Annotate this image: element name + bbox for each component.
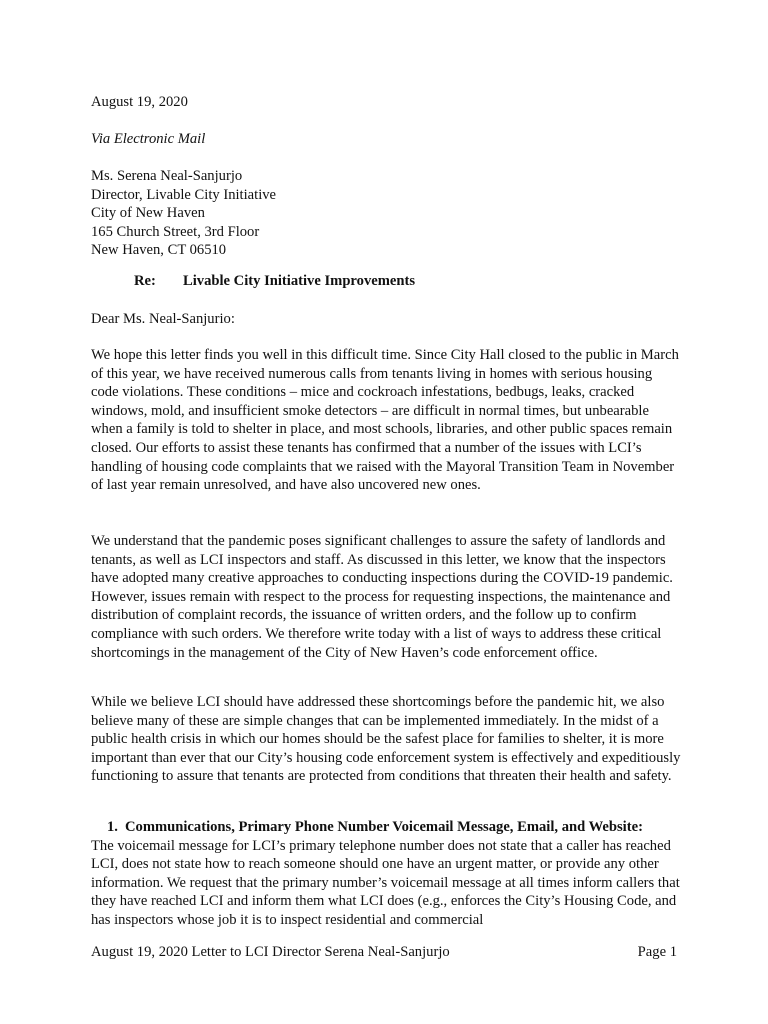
section-1-body: The voicemail message for LCI’s primary telephone number does not state that a caller has reached LCI, does not state how to reach someone should one have an urgent matter, or provide any other information. We request that the primary number’s voicemail message at all times inform callers that they have reached LCI and inform them what LCI does (e.g., enforces the City’s Housing Code, and has inspectors whose job it is to inspect residential and commercial xyxy=(91,837,680,928)
recipient-street: 165 Church Street, 3rd Floor xyxy=(91,223,260,240)
paragraph-text: While we believe LCI should have addressed these shortcomings before the pandemic hit, we also believe many of these are simple changes that can be implemented immediately. In the midst of a public health crisis in which our homes should be the safest place for families to shelter, it is more important than ever that our City’s housing code enforcement system is effectively and expeditiously functioning to assure that tenants are protected from conditions that threaten their health and safety. xyxy=(91,694,681,785)
footer-left: August 19, 2020 Letter to LCI Director Serena Neal-Sanjurjo xyxy=(91,944,450,960)
salutation xyxy=(91,310,681,329)
re-label: Re: xyxy=(134,273,156,289)
section-1-number: 1. xyxy=(107,819,118,835)
section-1-heading xyxy=(91,818,681,837)
delivery-method xyxy=(91,130,681,149)
letter-date xyxy=(91,93,681,112)
recipient-city: New Haven, CT 06510 xyxy=(91,242,227,259)
re-line xyxy=(134,272,415,291)
recipient-address xyxy=(91,167,681,260)
paragraph-text: We hope this letter finds you well in this difficult time. Since City Hall closed to the public in March of this year, we have received numerous calls from tenants living in homes with serious housing code violations. These conditions – mice and cockroach infestations, bedbugs, leaks, cracked windows, mold, and insufficient smoke detectors – are difficult in normal times, but unbearable when a family is told to shelter in place, and most schools, libraries, and other public spaces remain closed. Our efforts to assist these tenants has confirmed that a number of the issues with LCI’s handling of housing code complaints that we raised with the Mayoral Transition Team in November of last year remain unresolved, and have also uncovered new ones. xyxy=(91,347,679,494)
paragraph-text: We understand that the pandemic poses significant challenges to assure the safety of landlords and tenants, as well as LCI inspectors and staff. As discussed in this letter, we know that the inspectors have adopted many creative approaches to conducting inspections during the COVID-19 pandemic. However, issues remain with respect to the process for requesting inspections, the maintenance and distribution of complaint records, the issuance of written orders, and the follow up to confirm compliance with such orders. We therefore write today with a list of ways to address these critical shortcomings in the management of the City of New Haven’s code enforcement office. xyxy=(91,533,673,661)
recipient-title: Director, Livable City Initiative xyxy=(91,186,277,203)
date-text: August 19, 2020 xyxy=(91,94,188,110)
recipient-name: Ms. Serena Neal-Sanjurjo xyxy=(91,168,243,184)
salutation-text: Dear Ms. Neal-Sanjurio: xyxy=(91,311,235,327)
paragraph-3 xyxy=(91,693,681,786)
section-1 xyxy=(91,818,681,930)
paragraph-1 xyxy=(91,346,681,495)
delivery-text: Via Electronic Mail xyxy=(91,131,206,147)
recipient-org: City of New Haven xyxy=(91,205,205,222)
re-subject: Livable City Initiative Improvements xyxy=(183,273,416,289)
paragraph-2 xyxy=(91,532,681,662)
footer-page-number: Page 1 xyxy=(637,944,677,960)
section-1-title: Communications, Primary Phone Number Voicemail Message, Email, and Website: xyxy=(125,819,643,835)
